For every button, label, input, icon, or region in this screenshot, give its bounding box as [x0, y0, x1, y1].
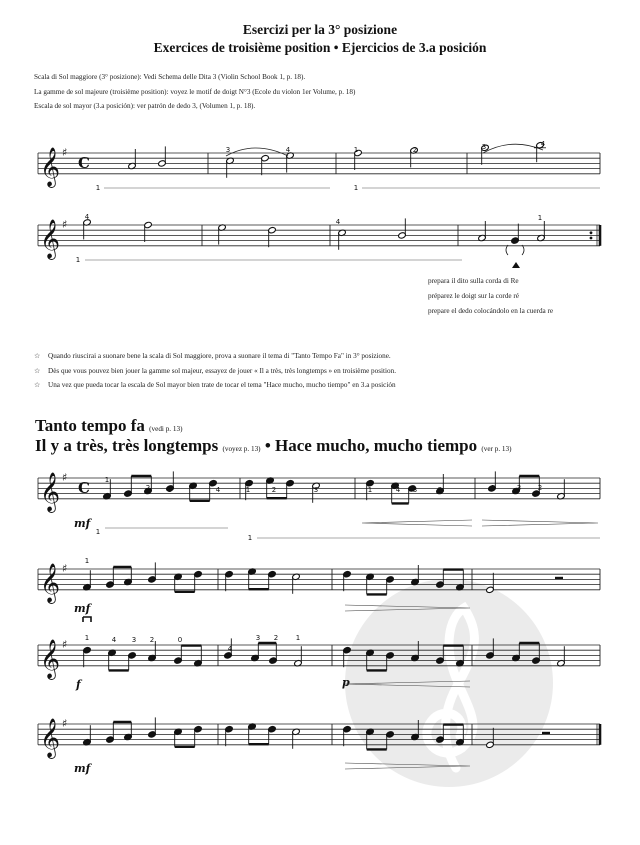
crescendo-hairpin — [362, 520, 472, 526]
song-ref-es: (ver p. 13) — [481, 445, 512, 453]
page-title-italian: Esercizi per la 3° posizione — [242, 22, 398, 37]
tip-text: Una vez que pueda tocar la escala de Sol mayor bien trate de tocar el tema "Hace mucho, mucho tiempo" en 3.a posición — [48, 381, 396, 389]
decrescendo-hairpin — [345, 763, 470, 769]
fingering-number: 2 — [145, 484, 151, 492]
fingering-number: 4 — [84, 213, 90, 221]
down-bow-icon — [83, 617, 91, 622]
fingering-number: 4 — [285, 146, 291, 154]
string-number: 1 — [353, 184, 359, 192]
sharp-icon: ♯ — [62, 562, 68, 575]
fingering-number: 3 — [516, 484, 522, 492]
fingering-number: 1 — [104, 476, 110, 484]
crescendo-hairpin — [345, 681, 470, 687]
fingering-number: 2 — [149, 636, 155, 644]
staff — [38, 717, 600, 759]
sharp-icon: ♯ — [62, 218, 68, 231]
sharp-icon: ♯ — [62, 471, 68, 484]
fingering-number: 4 — [335, 218, 341, 226]
dynamic-marking: p — [342, 676, 350, 689]
string-number: 1 — [95, 184, 101, 192]
fingering-number: 3 — [255, 634, 261, 642]
repeat-dot — [590, 237, 593, 240]
string-number: 1 — [75, 256, 81, 264]
fingering-number: 3 — [313, 486, 319, 494]
slur — [226, 148, 288, 156]
fingering-number: 2 — [437, 486, 443, 494]
staff — [38, 562, 600, 604]
fingering-number: 1 — [84, 557, 90, 565]
fingering-number: 1 — [353, 146, 359, 154]
treble-clef-icon: 𝄞 — [40, 218, 61, 259]
song-title-fr-text: Il y a très, très longtemps — [35, 436, 219, 455]
sharp-icon: ♯ — [62, 638, 68, 651]
treble-clef-icon: 𝄞 — [40, 562, 61, 603]
tip-text: Dès que vous pouvez bien jouer la gamme sol majeur, essayez de jouer « Il a très, très longtemps » en troisième position. — [48, 367, 397, 375]
decrescendo-hairpin — [345, 605, 470, 611]
fingering-number: 4 — [540, 140, 546, 148]
finger-note-french: préparez le doigt sur la corde ré — [428, 292, 519, 300]
star-icon: ☆ — [34, 381, 41, 389]
scale-instruction-french: La gamme de sol majeure (troisième position): voyez le motif de doigt N°3 (Ecole du violon 1er Volume, p. 18) — [34, 88, 356, 96]
fingering-number: 2 — [273, 634, 279, 642]
sharp-icon: ♯ — [62, 146, 68, 159]
fingering-number: 3 — [131, 636, 137, 644]
fingering-number: 1 — [295, 634, 301, 642]
slur — [483, 144, 543, 153]
fingering-number: 4 — [111, 636, 117, 644]
repeat-dot — [590, 231, 593, 234]
sharp-icon: ♯ — [62, 717, 68, 730]
treble-clef-icon: 𝄞 — [40, 638, 61, 679]
fingering-number: 3 — [167, 486, 173, 494]
fingering-number: 1 — [367, 486, 373, 494]
fingering-number: 4 — [395, 486, 401, 494]
treble-clef-icon: 𝄞 — [40, 471, 61, 512]
treble-clef-icon: 𝄞 — [40, 717, 61, 758]
string-number: 1 — [247, 534, 253, 542]
tip-text: Quando riuscirai a suonare bene la scala di Sol maggiore, prova a suonare il tema di "Tanto Tempo Fa" in 3° posizione. — [48, 352, 391, 360]
arrow-up-icon — [512, 262, 520, 268]
star-icon: ☆ — [34, 352, 41, 360]
time-signature: C — [78, 154, 90, 173]
fingering-number: 2 — [537, 484, 543, 492]
decrescendo-hairpin — [482, 520, 598, 526]
dynamic-marking: mf — [74, 602, 91, 615]
fingering-number: 3 — [225, 146, 231, 154]
fingering-number: 1 — [537, 214, 543, 222]
scale-instruction-italian: Scala di Sol maggiore (3° posizione): Vedi Schema delle Dita 3 (Violin School Book 1, p. 18). — [34, 73, 306, 81]
star-icon: ☆ — [34, 367, 41, 375]
dynamic-marking: mf — [74, 517, 91, 530]
finger-note-italian: prepara il dito sulla corda di Re — [428, 277, 519, 285]
paren-left — [506, 245, 508, 255]
fingering-number: 2 — [412, 146, 418, 154]
half-rest-icon — [542, 732, 550, 735]
time-signature: C — [78, 479, 90, 498]
dynamic-marking: mf — [74, 762, 91, 775]
fingering-number: 3 — [481, 143, 487, 151]
fingering-number: 4 — [215, 486, 221, 494]
string-number: 1 — [95, 528, 101, 536]
dynamic-marking: f — [76, 678, 81, 691]
title-separator: • — [264, 436, 271, 455]
fingering-number: 0 — [177, 636, 183, 644]
fingering-number: 4 — [227, 645, 233, 653]
scale-instruction-spanish: Escala de sol mayor (3.a posición): ver patrón de dedo 3, (Volumen 1, p. 18). — [34, 102, 256, 110]
fingering-number: 2 — [271, 486, 277, 494]
treble-clef-icon: 𝄞 — [40, 146, 61, 187]
fingering-number: 1 — [245, 486, 251, 494]
song-title-it-text: Tanto tempo fa — [35, 416, 145, 435]
finger-note-spanish: prepare el dedo colocándolo en la cuerda re — [428, 307, 554, 315]
paren-right — [522, 245, 524, 255]
song-ref-it: (vedi p. 13) — [149, 425, 183, 433]
fingering-number: 3 — [412, 486, 418, 494]
fingering-number: 4 — [489, 484, 495, 492]
song-title-es-text: Hace mucho, mucho tiempo — [275, 436, 478, 455]
half-rest-icon — [555, 577, 563, 580]
staff — [38, 146, 600, 188]
page-title-french-spanish: Exercices de troisième position • Ejercicios de 3.a posición — [153, 40, 487, 55]
song-ref-fr: (voyez p. 13) — [222, 445, 261, 453]
fingering-number: 1 — [84, 634, 90, 642]
